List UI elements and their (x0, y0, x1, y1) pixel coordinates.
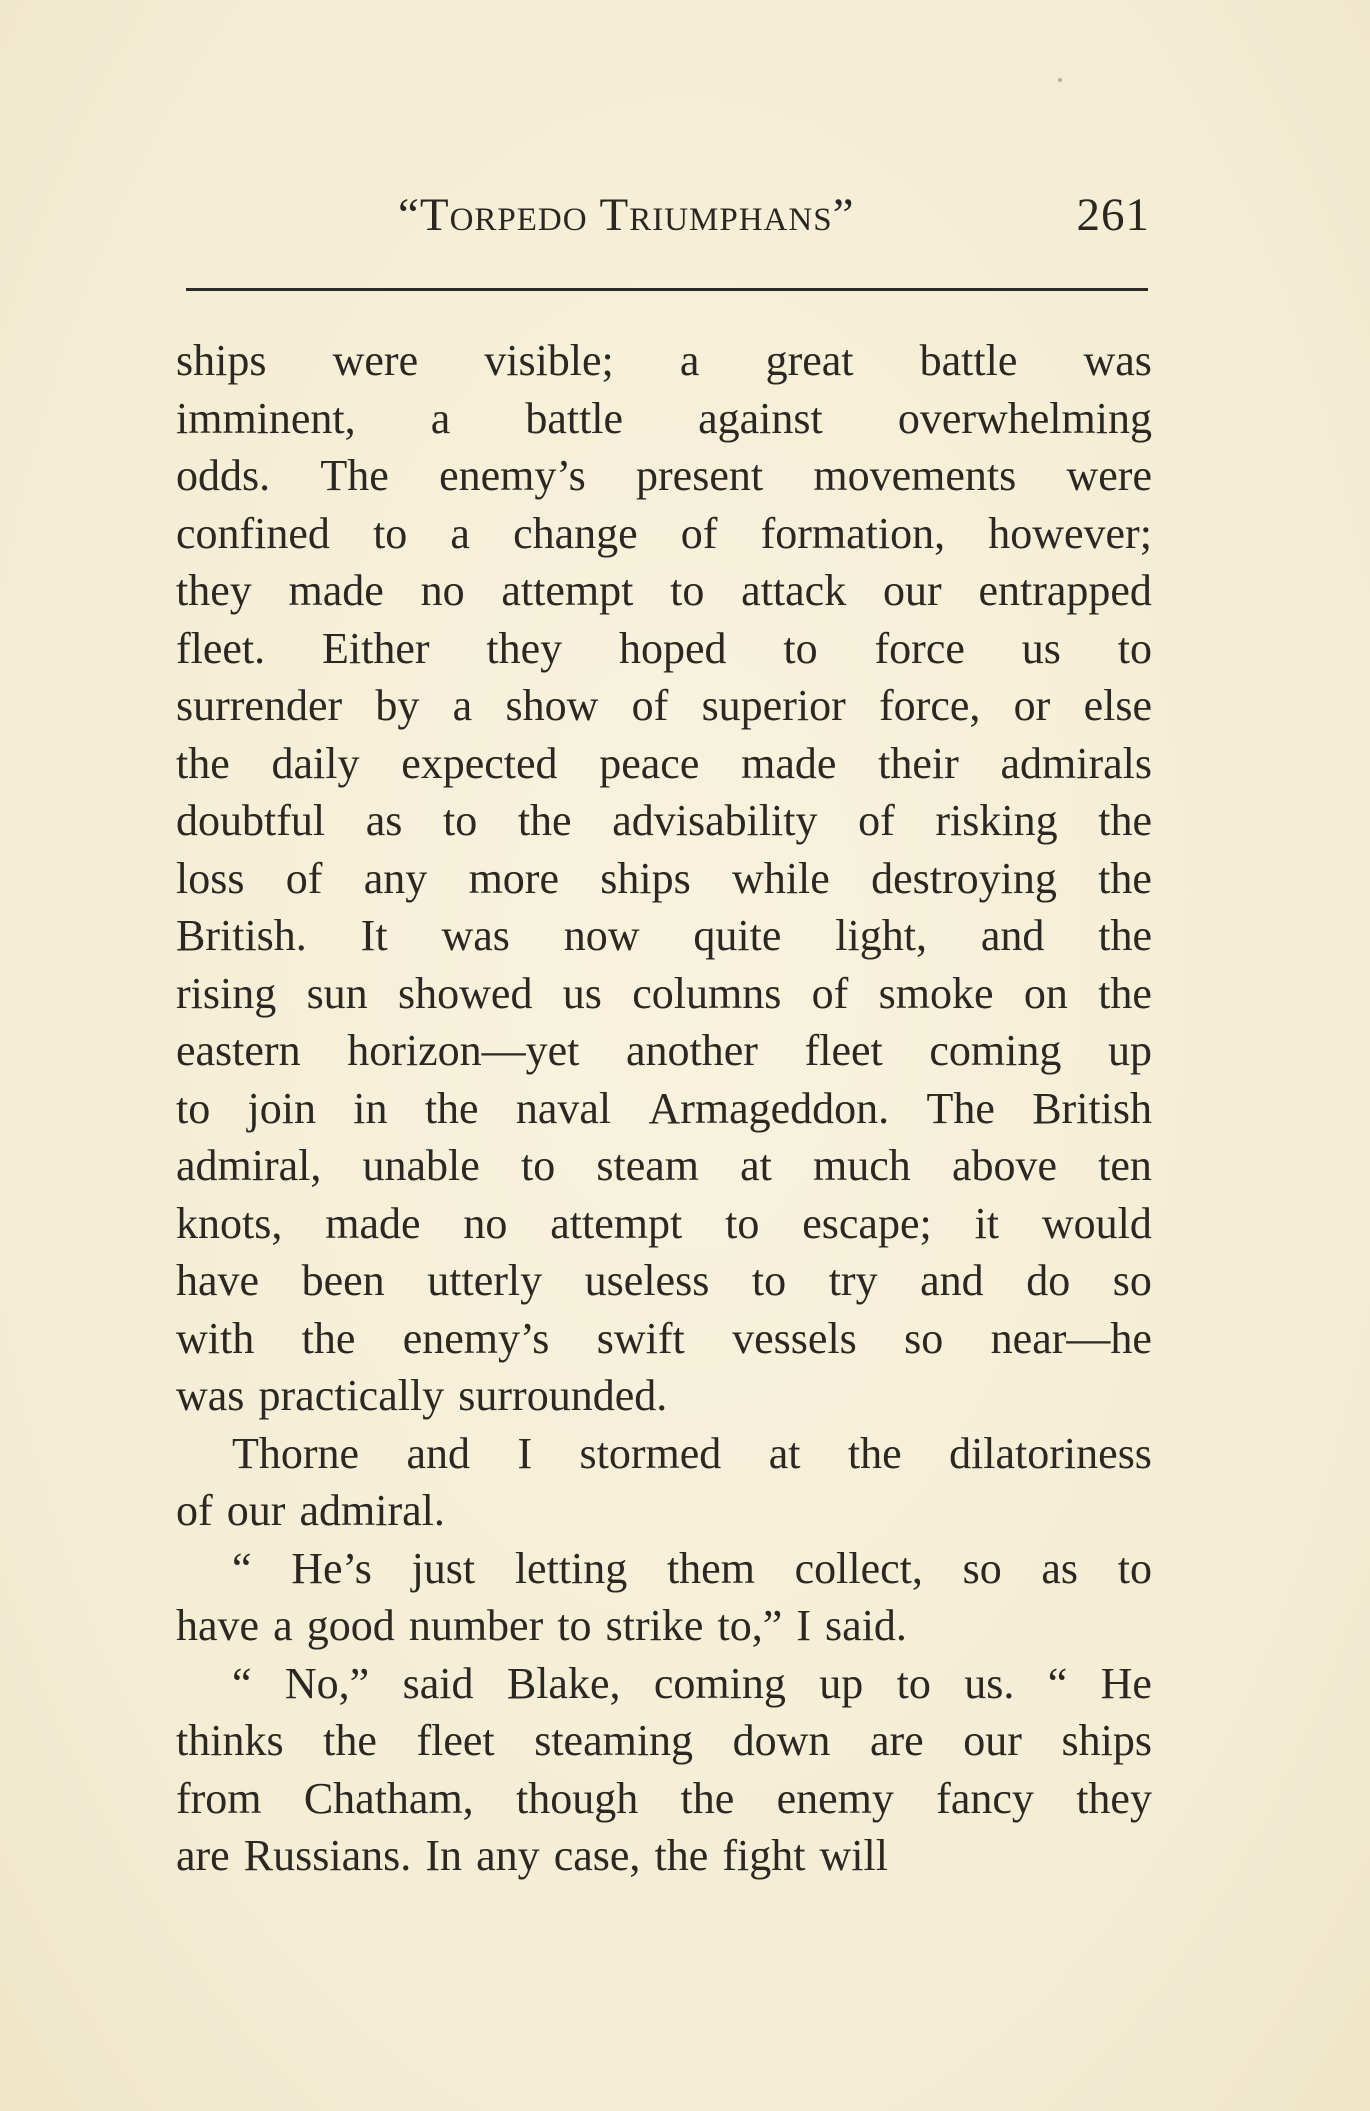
text-line: British. It was now quite light, and the (176, 911, 1152, 960)
text-line: odds. The enemy’s present movements were (176, 451, 1152, 500)
text-line: eastern horizon—yet another fleet coming up (176, 1026, 1152, 1075)
text-line: thinks the fleet steaming down are our ships (176, 1716, 1152, 1765)
text-line: Thorne and I stormed at the dilatoriness (232, 1428, 1152, 1478)
text-line: admiral, unable to steam at much above ten (176, 1141, 1152, 1190)
text-line: from Chatham, though the enemy fancy they (176, 1773, 1152, 1823)
paper-speck (1058, 78, 1062, 82)
text-line: surrender by a show of superior force, or else (176, 681, 1152, 730)
text-line: they made no attempt to attack our entrapped (176, 566, 1152, 615)
text-line: rising sun showed us columns of smoke on the (176, 968, 1152, 1018)
text-line: knots, made no attempt to escape; it would (176, 1198, 1152, 1248)
text-line: loss of any more ships while destroying the (176, 853, 1152, 903)
text-line: the daily expected peace made their admirals (176, 738, 1152, 788)
header-rule (186, 288, 1148, 291)
text-line: ships were visible; a great battle was (176, 336, 1152, 385)
text-line: was practically surrounded. (176, 1371, 668, 1420)
running-head (180, 188, 1150, 248)
text-line: “ He’s just letting them collect, so as to (232, 1543, 1152, 1593)
text-line: have been utterly useless to try and do so (176, 1256, 1152, 1305)
text-line: “ No,” said Blake, coming up to us. “ He (232, 1658, 1152, 1708)
body-text (176, 332, 1152, 1885)
page-number: 261 (1076, 189, 1150, 241)
text-line: are Russians. In any case, the fight will (176, 1831, 888, 1880)
text-line: of our admiral. (176, 1486, 445, 1535)
text-line: fleet. Either they hoped to force us to (176, 623, 1152, 673)
running-title: “Torpedo Triumphans” (398, 189, 855, 241)
text-line: with the enemy’s swift vessels so near—he (176, 1313, 1152, 1363)
text-line: doubtful as to the advisability of risking the (176, 796, 1152, 845)
text-line: to join in the naval Armageddon. The British (176, 1083, 1152, 1133)
text-line: confined to a change of formation, however; (176, 508, 1152, 558)
text-line: have a good number to strike to,” I said. (176, 1601, 907, 1650)
text-line: imminent, a battle against overwhelming (176, 393, 1152, 443)
